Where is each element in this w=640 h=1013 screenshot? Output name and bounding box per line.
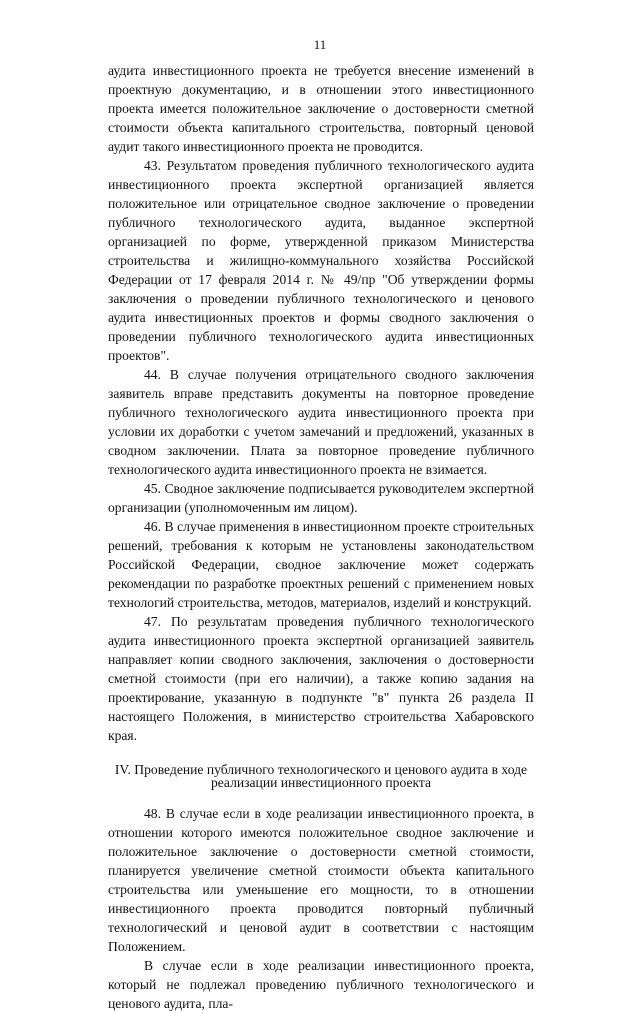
paragraph-48-continued: В случае если в ходе реализации инвестиционного проекта, который не подлежал проведению публичного технологического и ценового аудита, пла- <box>108 958 534 1011</box>
paragraph-44: 44. В случае получения отрицательного сводного заключения заявитель вправе представить документы на повторное проведение публичного технологического аудита инвестиционного проекта при условии их доработки с учетом замечаний и предложений, указанных в сводном заключении. Плата за повторное проведение публичного технологического аудита инвестиционного проекта не взимается. <box>108 367 534 477</box>
paragraph-48: 48. В случае если в ходе реализации инвестиционного проекта, в отношении которого имеются положительное сводное заключение и положительное заключение о достоверности сметной стоимости, планируется увеличение сметной стоимости объекта капитального строительства или уменьшение его мощности, то в отношении инвестиционного проекта проводится повторный публичный технологический и ценовой аудит в соответствии с настоящим Положением. <box>108 806 534 954</box>
section-heading-iv: IV. Проведение публичного технологического и ценового аудита в ходе реализации инвестиционного проекта <box>114 762 528 790</box>
paragraph-46: 46. В случае применения в инвестиционном проекте строительных решений, требования к которым не установлены законодательством Российской Федерации, сводное заключение может содержать рекомендации по разработке проектных решений с применением новых технологий строительства, методов, материалов, изделий и конструкций. <box>108 519 534 610</box>
document-body <box>108 61 534 1013</box>
paragraph-43: 43. Результатом проведения публичного технологического аудита инвестиционного проекта экспертной организацией является положительное или отрицательное сводное заключение о проведении публичного технологического аудита, выданное экспертной организацией по форме, утвержденной приказом Министерства строительства и жилищно-коммунального хозяйства Российской Федерации от 17 февраля 2014 г. № 49/пр "Об утверждении формы заключения о проведении публичного технологического и ценового аудита инвестиционных проектов и формы сводного заключения о проведении публичного технологического аудита инвестиционных проектов". <box>108 158 534 363</box>
page-number: 11 <box>313 37 327 52</box>
paragraph-continuation: аудита инвестиционного проекта не требуется внесение изменений в проектную документацию, и в отношении этого инвестиционного проекта имеется положительное заключение о достоверности сметной стоимости объекта капитального строительства, повторный ценовой аудит такого инвестиционного проекта не проводится. <box>108 63 534 154</box>
paragraph-45: 45. Сводное заключение подписывается руководителем экспертной организации (уполномоченным им лицом). <box>108 481 534 515</box>
paragraph-47: 47. По результатам проведения публичного технологического аудита инвестиционного проекта экспертной организацией заявитель направляет копии сводного заключения, заключения о достоверности сметной стоимости (при его наличии), а также копию задания на проектирование, указанную в подпункте "в" пункта 26 раздела II настоящего Положения, в министерство строительства Хабаровского края. <box>108 614 534 743</box>
